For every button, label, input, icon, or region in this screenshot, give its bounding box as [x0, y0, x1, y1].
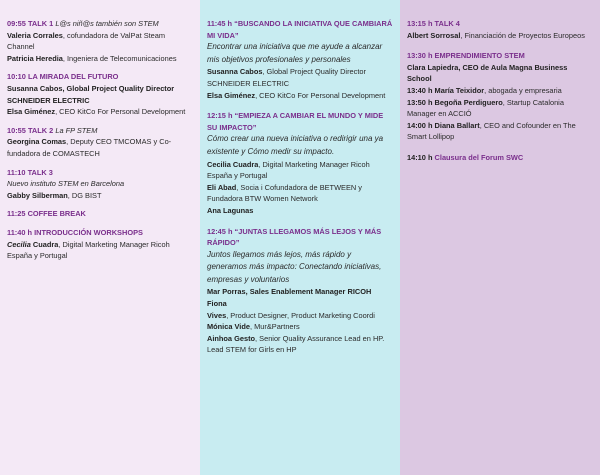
speaker-role: , Startup Catalonia Manager en ACCIÓ [407, 97, 564, 119]
speaker-name: Elsa Giménez [207, 90, 256, 100]
session-time: 11:25 [7, 209, 26, 219]
agenda-column-workshops [200, 0, 400, 475]
session-title: “EMPIEZA A CAMBIAR EL MUNDO Y MIDE SU IMPACTO” [207, 111, 384, 132]
speaker-name: Gabby Silberman [7, 190, 68, 200]
session-time: 13:15 h [407, 19, 433, 28]
session-topic: Nuevo instituto STEM en Barcelona [7, 179, 125, 189]
session-title: COFFEE BREAK [27, 209, 86, 219]
session-time: 14:10 h [407, 152, 433, 162]
session-time: 12:45 h [207, 226, 233, 236]
session-title: “JUNTAS LLEGAMOS MÁS LEJOS Y MÁS RÁPIDO” [207, 226, 382, 248]
session-time: 10:10 [7, 72, 26, 82]
session-description: Juntos llegamos más lejos, más rápido y generamos más impacto: Conectando iniciativas, empresas y voluntarios [207, 249, 382, 284]
session-time: 10:55 [7, 125, 26, 135]
session-coffee-break [7, 208, 193, 220]
speaker-role: , Product Designer, Product Marketing Coordi [226, 310, 375, 320]
speaker-name: Ana Lagunas [207, 205, 254, 215]
session-time: 12:15 h [207, 111, 233, 121]
speaker-time: 14:00 h [407, 120, 433, 130]
session-intro-workshops [7, 227, 193, 262]
session-title: INTRODUCCIÓN WORKSHOPS [34, 227, 143, 237]
speaker-name: Eli Abad [207, 182, 237, 192]
speaker-name: María Teixidor [434, 85, 485, 95]
session-label: TALK 4 [434, 19, 460, 28]
speaker-role: , CEO and Cofounder en The Smart Lollipop [407, 120, 576, 142]
session-talk-4 [407, 18, 593, 41]
workshop-1 [207, 18, 393, 101]
session-talk-1 [7, 18, 193, 64]
agenda-column-morning [0, 0, 200, 475]
speaker-name: Begoña Perdiguero [434, 97, 503, 107]
speaker-role: , Digital Marketing Manager Ricoh España y Portugal [207, 159, 370, 181]
session-talk-2 [7, 125, 193, 160]
speaker-name: Elsa Giménez [7, 107, 56, 117]
speaker-name: Susanna Cabos [207, 67, 263, 77]
session-time: 09:55 [7, 19, 26, 28]
speaker-role: , Mur&Partners [250, 322, 300, 332]
speaker-role: , Socia i Cofundadora de BETWEEN y Fundadora BTW Women Network [207, 182, 362, 204]
session-title: EMPRENDIMIENTO STEM [434, 51, 525, 61]
session-description: Encontrar una iniciativa que me ayude a alcanzar mis objetivos profesionales y personales [207, 42, 383, 64]
speaker-role: , Senior Quality Assurance Lead en HP. Lead STEM for Girls en HP [207, 333, 385, 355]
session-title: Clausura del Forum SWC [434, 152, 524, 162]
session-label: TALK 1 [27, 19, 54, 28]
session-talk-3 [7, 167, 193, 202]
speaker-time: 13:50 h [407, 97, 433, 107]
session-topic: La FP STEM [55, 125, 98, 135]
speaker-name: Diana Ballart [434, 120, 480, 130]
session-emprendimiento [407, 50, 593, 143]
speaker-name: Patricia Heredia [7, 53, 63, 63]
session-time: 11:40 h [7, 227, 33, 237]
speaker-role: , DG BIST [67, 190, 102, 200]
speaker-last-name: Cuadra [32, 239, 59, 249]
session-label: TALK 3 [27, 167, 53, 177]
session-mirada-futuro [7, 71, 193, 117]
speaker-line: Susanna Cabos, Global Project Quality Director SCHNEIDER ELECTRIC [7, 83, 175, 105]
speaker-role: , cofundadora de ValPat Steam Channel [7, 30, 166, 52]
session-time: 11:10 [7, 167, 26, 177]
speaker-role: , abogada y empresaria [484, 85, 562, 95]
speaker-first-name: Cecilia [7, 239, 31, 249]
speaker-name: Albert Sorrosal [407, 30, 461, 40]
speaker-role: , Global Project Quality Director SCHNEIDER ELECTRIC [207, 67, 366, 88]
speaker-name: Mónica Vide [207, 322, 250, 332]
session-label: TALK 2 [27, 125, 54, 135]
speaker-role: , CEO KitCo For Personal Development [55, 107, 186, 117]
speaker-time: 13:40 h [407, 85, 433, 95]
speaker-name: Georgina Comas [7, 137, 67, 147]
speaker-name: Valeria Corrales [7, 30, 63, 40]
session-topic: L@s niñ@s también son STEM [55, 19, 159, 28]
session-title: LA MIRADA DEL FUTURO [27, 72, 119, 82]
speaker-role: , CEO KitCo For Personal Development [255, 90, 386, 100]
speaker-name: Vives [207, 310, 227, 320]
session-title: “BUSCANDO LA INICIATIVA QUE CAMBIARÁ MI VIDA” [207, 19, 393, 40]
session-time: 13:30 h [407, 51, 433, 61]
session-time: 11:45 h [207, 19, 233, 28]
speaker-role: , Deputy CEO TMCOMAS y Co-fundadora de COMASTECH [7, 137, 172, 158]
speaker-role: , Financiación de Proyectos Europeos [460, 30, 585, 40]
speaker-line: Mar Porras, Sales Enablement Manager RICOH Fiona [207, 287, 372, 309]
workshop-3 [207, 226, 393, 357]
session-description: Cómo crear una nueva iniciativa o redirigir una ya existente y Cómo medir su impacto. [207, 134, 384, 156]
speaker-name: Ainhoa Gesto [207, 333, 256, 343]
speaker-name: Cecilia Cuadra [207, 159, 259, 169]
speaker-role: , Ingeniera de Telecomunicaciones [62, 53, 177, 63]
agenda-column-afternoon [400, 0, 600, 475]
speaker-role: , Digital Marketing Manager Ricoh España y Portugal [7, 239, 170, 261]
session-clausura [407, 152, 593, 164]
workshop-2 [207, 110, 393, 216]
speaker-line: Clara Lapiedra, CEO de Aula Magna Business School [407, 62, 568, 84]
